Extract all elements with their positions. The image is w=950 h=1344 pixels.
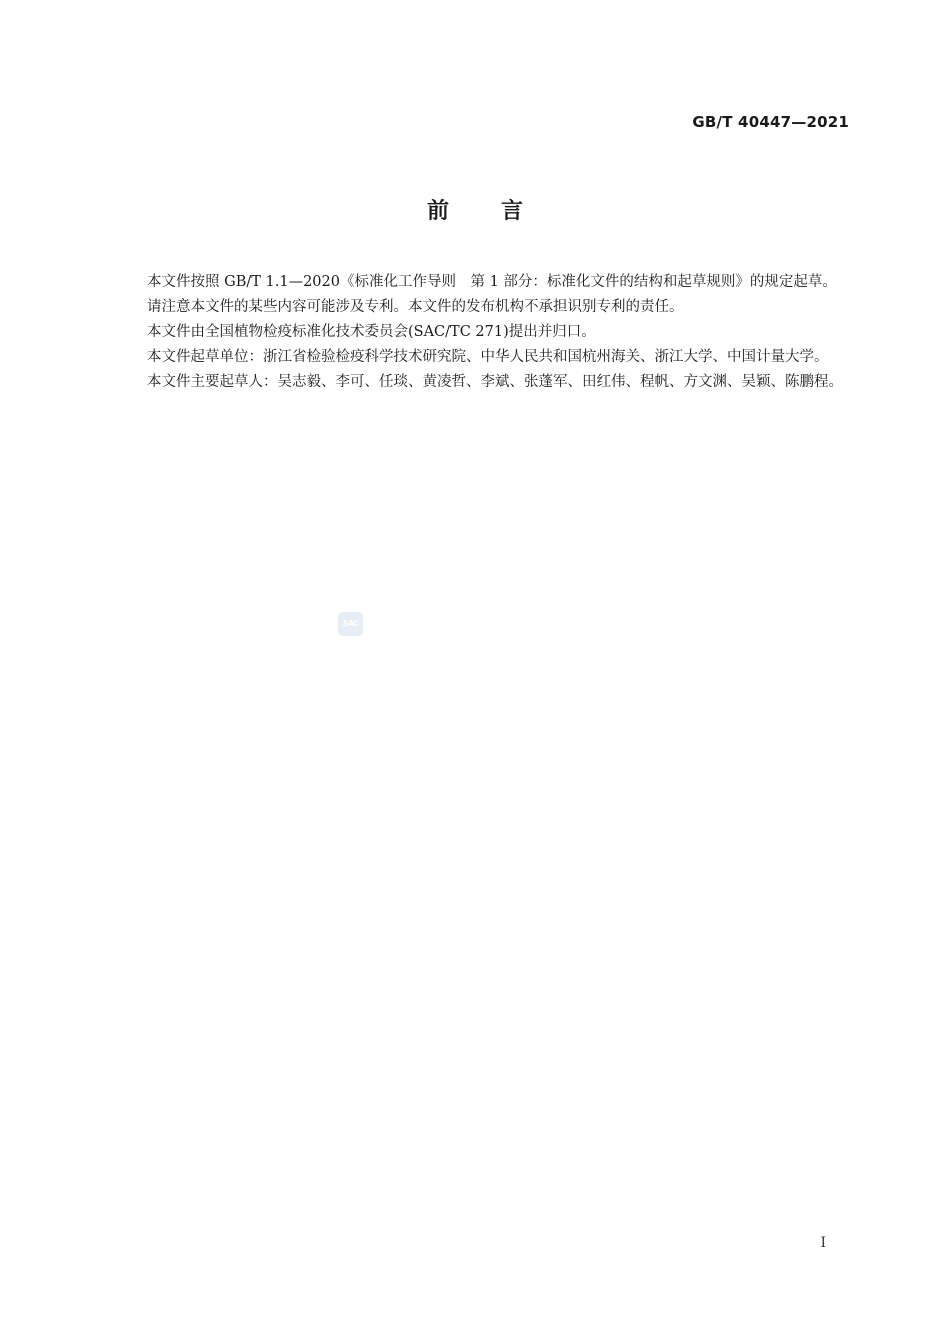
paragraph-proposer: 本文件由全国植物检疫标准化技术委员会(SAC/TC 271)提出并归口。 [147,324,596,340]
page-number: I [820,1235,826,1251]
paragraph-drafting-rules: 本文件按照 GB/T 1.1—2020《标准化工作导则 第 1 部分：标准化文件的结构和起草规则》的规定起草。 [147,274,837,290]
foreword-body [113,270,849,395]
paragraph-drafting-units: 本文件起草单位：浙江省检验检疫科学技术研究院、中华人民共和国杭州海关、浙江大学、中国计量大学。 [147,349,829,365]
paragraph-patent-notice: 请注意本文件的某些内容可能涉及专利。本文件的发布机构不承担识别专利的责任。 [147,299,684,315]
sac-watermark-logo: SAC [338,612,363,636]
paragraph-drafters: 本文件主要起草人：吴志毅、李可、任琰、黄凌哲、李斌、张蓬军、田红伟、程帆、方文渊、吴颖、陈鹏程。 [147,374,843,390]
standard-number: GB/T 40447—2021 [692,113,849,131]
foreword-heading: 前言 [426,199,575,224]
